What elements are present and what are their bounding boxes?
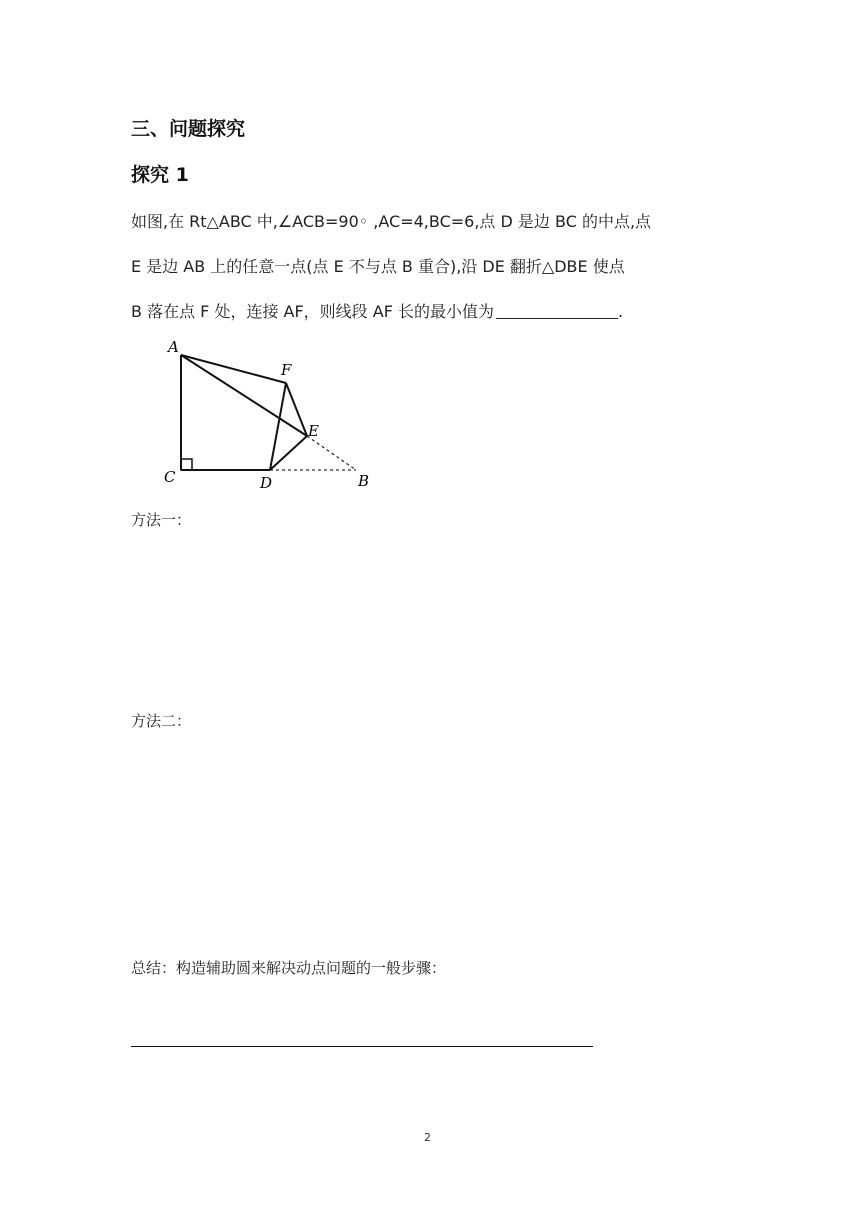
method-one-label: 方法一：: [131, 511, 192, 529]
label-c: C: [164, 468, 176, 486]
segment-eb-dashed: [307, 436, 356, 470]
section-title: 三、问题探究: [131, 118, 246, 140]
summary-answer-line[interactable]: [131, 1046, 593, 1047]
problem-line-3: [131, 289, 736, 334]
problem-line-3-text: B 落在点 F 处，连接 AF，则线段 AF 长的最小值为: [131, 302, 494, 321]
right-angle-mark: [181, 459, 192, 470]
summary-label: 总结：构造辅助圆来解决动点问题的一般步骤：: [131, 959, 447, 977]
page-number: 2: [424, 1131, 431, 1144]
label-f: F: [281, 361, 292, 379]
problem-text: [131, 199, 736, 334]
problem-end: .: [618, 302, 624, 321]
problem-line-1: 如图,在 Rt△ABC 中,∠ACB=90◦ ,AC=4,BC=6,点 D 是边 BC 的中点,点: [131, 212, 652, 231]
method-two-label: 方法二：: [131, 712, 192, 730]
label-d: D: [260, 474, 273, 492]
label-a: A: [168, 338, 179, 356]
geometry-figure: [160, 336, 380, 496]
problem-line-2: E 是边 AB 上的任意一点(点 E 不与点 B 重合),沿 DE 翻折△DBE 使点: [131, 257, 625, 276]
segment-af: [181, 355, 286, 383]
answer-blank[interactable]: [496, 302, 618, 319]
exploration-title: 探究 1: [131, 164, 189, 186]
label-b: B: [358, 472, 370, 490]
label-e: E: [308, 422, 319, 440]
segment-fe: [286, 383, 307, 436]
